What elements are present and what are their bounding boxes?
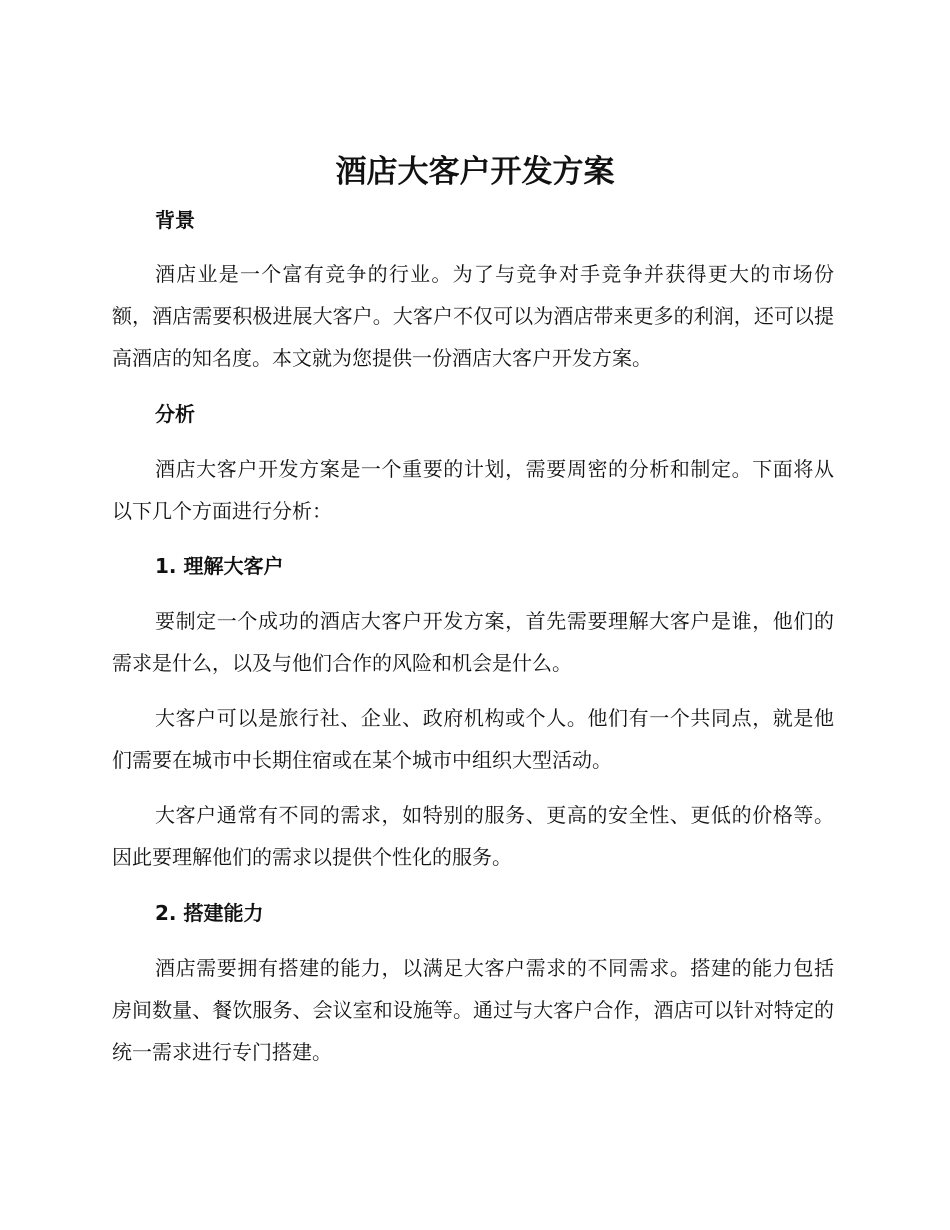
paragraph-background: 酒店业是一个富有竞争的行业。为了与竞争对手竞争并获得更大的市场份额，酒店需要积极进展大客户。大客户不仅可以为酒店带来更多的利润，还可以提高酒店的知名度。本文就为您提供一份酒店大客户开发方案。 <box>112 262 834 370</box>
paragraph-analysis: 酒店大客户开发方案是一个重要的计划，需要周密的分析和制定。下面将从以下几个方面进行分析： <box>112 457 834 523</box>
paragraph-build: 酒店需要拥有搭建的能力，以满足大客户需求的不同需求。搭建的能力包括房间数量、餐饮服务、会议室和设施等。通过与大客户合作，酒店可以针对特定的统一需求进行专门搭建。 <box>112 956 834 1064</box>
page-title: 酒店大客户开发方案 <box>335 154 615 190</box>
paragraph-understand-1: 要制定一个成功的酒店大客户开发方案，首先需要理解大客户是谁，他们的需求是什么，以及与他们合作的风险和机会是什么。 <box>112 609 834 675</box>
paragraph-understand-3: 大客户通常有不同的需求，如特别的服务、更高的安全性、更低的价格等。因此要理解他们的需求以提供个性化的服务。 <box>112 803 834 869</box>
section-heading-build: 2. 搭建能力 <box>155 901 264 925</box>
section-heading-analysis: 分析 <box>155 402 195 426</box>
paragraph-understand-2: 大客户可以是旅行社、企业、政府机构或个人。他们有一个共同点，就是他们需要在城市中长期住宿或在某个城市中组织大型活动。 <box>112 706 834 772</box>
section-heading-understand: 1. 理解大客户 <box>155 554 284 578</box>
section-heading-background: 背景 <box>155 208 195 232</box>
